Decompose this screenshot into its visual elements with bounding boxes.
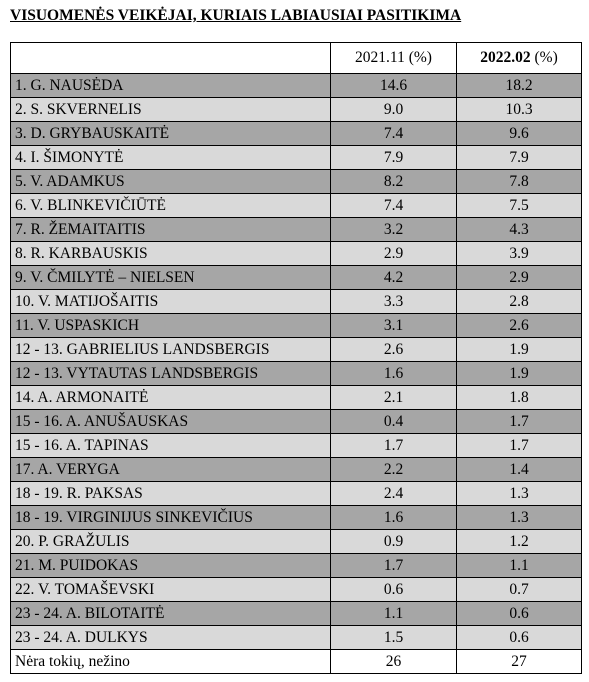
row-value-2022-02: 7.5 [457,194,582,218]
row-name: 14. A. ARMONAITĖ [11,386,331,410]
row-name: 6. V. BLINKEVIČIŪTĖ [11,194,331,218]
table-row [11,506,582,530]
table-row [11,554,582,578]
table-row [11,410,582,434]
row-value-2021-11: 0.6 [331,578,457,602]
row-value-2022-02: 1.7 [457,434,582,458]
row-value-2021-11: 7.4 [331,194,457,218]
row-value-2021-11: 1.5 [331,626,457,650]
row-value-2021-11: 1.7 [331,434,457,458]
row-value-2022-02: 1.8 [457,386,582,410]
table-row [11,194,582,218]
table-row [11,122,582,146]
row-value-2021-11: 1.7 [331,554,457,578]
table-row [11,338,582,362]
row-name: 18 - 19. R. PAKSAS [11,482,331,506]
row-name: 15 - 16. A. ANUŠAUSKAS [11,410,331,434]
row-name: 18 - 19. VIRGINIJUS SINKEVIČIUS [11,506,331,530]
table-row [11,434,582,458]
row-name: 21. M. PUIDOKAS [11,554,331,578]
table-row [11,74,582,98]
row-value-2022-02: 1.2 [457,530,582,554]
header-period-1 [331,43,457,74]
row-value-2022-02: 7.9 [457,146,582,170]
table-row [11,242,582,266]
row-value-2022-02: 1.3 [457,482,582,506]
row-value-2022-02: 1.9 [457,362,582,386]
row-value-2022-02: 2.8 [457,290,582,314]
row-value-2021-11: 3.2 [331,218,457,242]
row-name: 8. R. KARBAUSKIS [11,242,331,266]
table-row [11,578,582,602]
row-value-2021-11: 9.0 [331,98,457,122]
row-name: 7. R. ŽEMAITAITIS [11,218,331,242]
row-value-2021-11: 7.9 [331,146,457,170]
row-name: 23 - 24. A. DULKYS [11,626,331,650]
row-value-2022-02: 10.3 [457,98,582,122]
table-row [11,482,582,506]
row-value-2021-11: 3.1 [331,314,457,338]
header-period-2-unit: (%) [530,49,558,66]
row-value-2022-02: 2.9 [457,266,582,290]
row-value-2022-02: 3.9 [457,242,582,266]
row-value-2022-02: 0.6 [457,626,582,650]
row-value-2021-11: 2.6 [331,338,457,362]
table-row [11,362,582,386]
row-name: 12 - 13. GABRIELIUS LANDSBERGIS [11,338,331,362]
row-value-2022-02: 2.6 [457,314,582,338]
row-value-2022-02: 1.7 [457,410,582,434]
table-row [11,602,582,626]
row-value-2022-02: 1.4 [457,458,582,482]
row-name: 20. P. GRAŽULIS [11,530,331,554]
row-value-2021-11: 1.6 [331,506,457,530]
row-name: 4. I. ŠIMONYTĖ [11,146,331,170]
table-row [11,386,582,410]
table-row [11,650,582,674]
row-value-2021-11: 1.6 [331,362,457,386]
row-value-2021-11: 14.6 [331,74,457,98]
row-name: 15 - 16. A. TAPINAS [11,434,331,458]
row-value-2021-11: 4.2 [331,266,457,290]
row-name: 17. A. VERYGA [11,458,331,482]
header-period-1-unit: (%) [404,49,432,66]
row-value-2021-11: 2.1 [331,386,457,410]
row-name: 11. V. USPASKICH [11,314,331,338]
row-value-2022-02: 7.8 [457,170,582,194]
row-value-2022-02: 4.3 [457,218,582,242]
row-name: Nėra tokių, nežino [11,650,331,674]
table-row [11,530,582,554]
row-name: 2. S. SKVERNELIS [11,98,331,122]
row-name: 3. D. GRYBAUSKAITĖ [11,122,331,146]
header-name [11,43,331,74]
page-title: VISUOMENĖS VEIKĖJAI, KURIAIS LABIAUSIAI PASITIKIMA [10,7,462,24]
row-name: 12 - 13. VYTAUTAS LANDSBERGIS [11,362,331,386]
row-value-2021-11: 26 [331,650,457,674]
row-value-2022-02: 1.3 [457,506,582,530]
header-period-2 [457,43,582,74]
row-name: 1. G. NAUSĖDA [11,74,331,98]
trust-table [10,42,582,674]
row-value-2021-11: 0.4 [331,410,457,434]
row-value-2022-02: 0.6 [457,602,582,626]
row-value-2021-11: 0.9 [331,530,457,554]
row-value-2022-02: 9.6 [457,122,582,146]
table-row [11,314,582,338]
row-value-2021-11: 3.3 [331,290,457,314]
row-name: 5. V. ADAMKUS [11,170,331,194]
row-name: 22. V. TOMAŠEVSKI [11,578,331,602]
row-name: 23 - 24. A. BILOTAITĖ [11,602,331,626]
table-row [11,458,582,482]
row-value-2021-11: 7.4 [331,122,457,146]
row-value-2022-02: 0.7 [457,578,582,602]
table-row [11,266,582,290]
table-row [11,170,582,194]
row-value-2022-02: 18.2 [457,74,582,98]
table-row [11,98,582,122]
row-value-2022-02: 27 [457,650,582,674]
table-row [11,218,582,242]
row-value-2021-11: 2.4 [331,482,457,506]
row-name: 10. V. MATIJOŠAITIS [11,290,331,314]
table-header-row [11,43,582,74]
row-value-2021-11: 1.1 [331,602,457,626]
row-value-2022-02: 1.1 [457,554,582,578]
row-value-2022-02: 1.9 [457,338,582,362]
table-row [11,146,582,170]
row-value-2021-11: 2.9 [331,242,457,266]
row-value-2021-11: 2.2 [331,458,457,482]
row-value-2021-11: 8.2 [331,170,457,194]
header-period-2-date: 2022.02 [480,49,531,66]
row-name: 9. V. ČMILYTĖ – NIELSEN [11,266,331,290]
table-row [11,290,582,314]
header-period-1-date: 2021.11 [355,49,405,66]
table-row [11,626,582,650]
